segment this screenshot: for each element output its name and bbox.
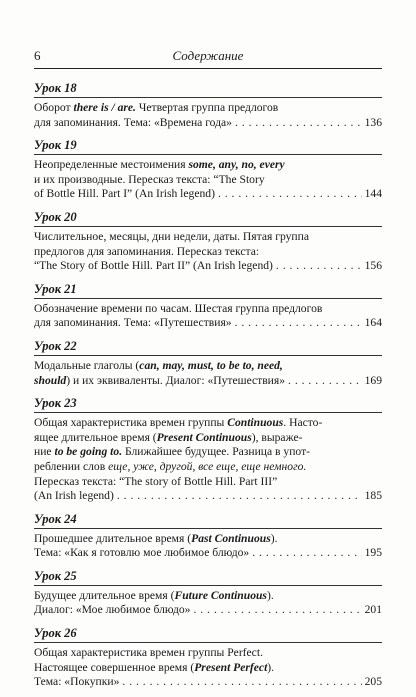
entry-text: реблении слов [34,459,109,473]
entry-text: Диалог: «Мое любимое блюдо» [34,603,191,617]
entry-text: ). [266,588,274,602]
toc-entry [34,338,382,388]
entry-line [34,603,382,618]
entry-text: для запоминания. Тема: «Путешествия» [34,316,232,330]
entry-line [34,445,382,460]
entry-text: Пересказ текста: “The story of Bottle Hill. Part III” [34,474,278,488]
page-reference: 136 [364,115,382,129]
entry-line [34,489,382,504]
page-reference: 164 [364,316,382,330]
page-reference: 195 [364,546,382,560]
page-reference: 201 [364,603,382,617]
entry-text: Тема: «Как я готовлю мое любимое блюдо» [34,546,250,560]
entry-line [34,359,382,374]
dot-leader [218,187,362,202]
entry-text: of Bottle Hill. Part I” (An Irish legend) [34,187,215,201]
entry-line [34,532,382,547]
lesson-heading: Урок 18 [34,80,382,98]
entry-text: и их производные. Пересказ текста: “The Story [34,172,265,186]
toc-entry [34,568,382,618]
lesson-heading: Урок 22 [34,338,382,356]
entry-line [34,316,382,331]
entry-line [34,546,382,561]
entry-text: can, may, must, to be to, need, [139,358,283,372]
entry-text: should [34,373,67,387]
entry-text: some, any, no, every [188,158,285,172]
entry-text: Числительное, месяцы, дни недели, даты. Пятая группа [34,229,309,243]
entry-line [34,101,382,116]
toc-entry [34,625,382,690]
page-reference: 169 [364,373,382,387]
page-reference: 185 [364,489,382,503]
running-header [34,48,382,69]
entry-text: ), выраже- [251,430,303,444]
entry-text: Present Perfect [194,660,268,674]
entry-text: ) и их эквиваленты. Диалог: «Путешествия» [66,373,286,387]
entry-text: Прошедшее длительное время ( [34,531,192,545]
entry-text: еще, уже, другой, все еще, еще немного. [108,459,307,473]
entry-line [34,475,382,490]
entry-text: Perfect [227,646,261,660]
dot-leader [288,374,362,389]
entry-line [34,416,382,431]
lesson-heading: Урок 24 [34,511,382,529]
dot-leader [117,489,362,504]
entry-line [34,245,382,260]
entry-line [34,431,382,446]
entry-line [34,230,382,245]
entry-line [34,589,382,604]
dot-leader [276,259,362,274]
entry-text: Ближайшее будущее. Разница в упот- [122,445,310,459]
dot-leader [193,603,361,618]
entry-line [34,302,382,317]
dot-leader [252,546,361,561]
entry-text: Present Continuous [156,430,252,444]
lesson-heading: Урок 21 [34,281,382,299]
page-reference: 205 [364,675,382,689]
entry-text: ящее длительное время ( [34,430,157,444]
page-reference: 144 [364,187,382,201]
entry-text: Future Continuous [174,588,267,602]
entry-line [34,661,382,676]
entry-text: Обозначение времени по часам. Шестая группа предлогов [34,301,323,315]
entry-text: there is / are. [73,101,136,114]
table-of-contents [34,80,382,697]
entry-line [34,158,382,173]
entry-text: ние [34,445,55,459]
entry-text: ). [267,660,275,674]
entry-line [34,374,382,389]
toc-entry [34,511,382,561]
entry-line [34,259,382,274]
header-title: Содержание [172,48,244,63]
entry-text: Оборот [34,101,74,114]
entry-text: Четвертая группа предлогов [135,101,279,114]
entry-line [34,675,382,690]
page-number: 6 [34,48,41,63]
lesson-heading: Урок 25 [34,568,382,586]
entry-text: Continuous [227,416,284,430]
entry-text: Неопределенные местоимения [34,158,189,172]
entry-text: для запоминания. Тема: «Времена года» [34,115,232,129]
lesson-heading: Урок 23 [34,395,382,413]
lesson-heading: Урок 20 [34,209,382,227]
entry-text: to be going to. [54,445,123,459]
toc-entry [34,80,382,130]
entry-text: Past Continuous [191,531,271,545]
entry-text: предлогов для запоминания. Пересказ текста: [34,244,260,258]
entry-text: . Насто- [283,416,323,430]
dot-leader [235,316,362,331]
entry-text: Будущее длительное время ( [34,588,175,602]
entry-text: “The Story of Bottle Hill. Part II” (An Irish legend) [34,259,273,273]
entry-text: Тема: «Покупки» [34,675,120,689]
entry-text: ). [270,531,278,545]
entry-text: Общая характеристика времен группы [34,416,228,430]
dot-leader [235,116,362,131]
toc-entry [34,395,382,504]
entry-text: . [260,646,263,660]
entry-text: (An Irish legend) [34,489,114,503]
entry-text: Модальные глаголы ( [34,358,140,372]
entry-line [34,116,382,131]
entry-line [34,173,382,188]
toc-entry [34,137,382,202]
toc-entry [34,281,382,331]
page-reference: 156 [364,259,382,273]
entry-line [34,460,382,475]
entry-line [34,646,382,661]
lesson-heading: Урок 19 [34,137,382,155]
lesson-heading: Урок 26 [34,625,382,643]
entry-text: Общая характеристика времен группы [34,646,228,660]
dot-leader [122,675,361,690]
toc-entry [34,209,382,274]
entry-line [34,187,382,202]
entry-text: Настоящее совершенное время ( [34,660,195,674]
